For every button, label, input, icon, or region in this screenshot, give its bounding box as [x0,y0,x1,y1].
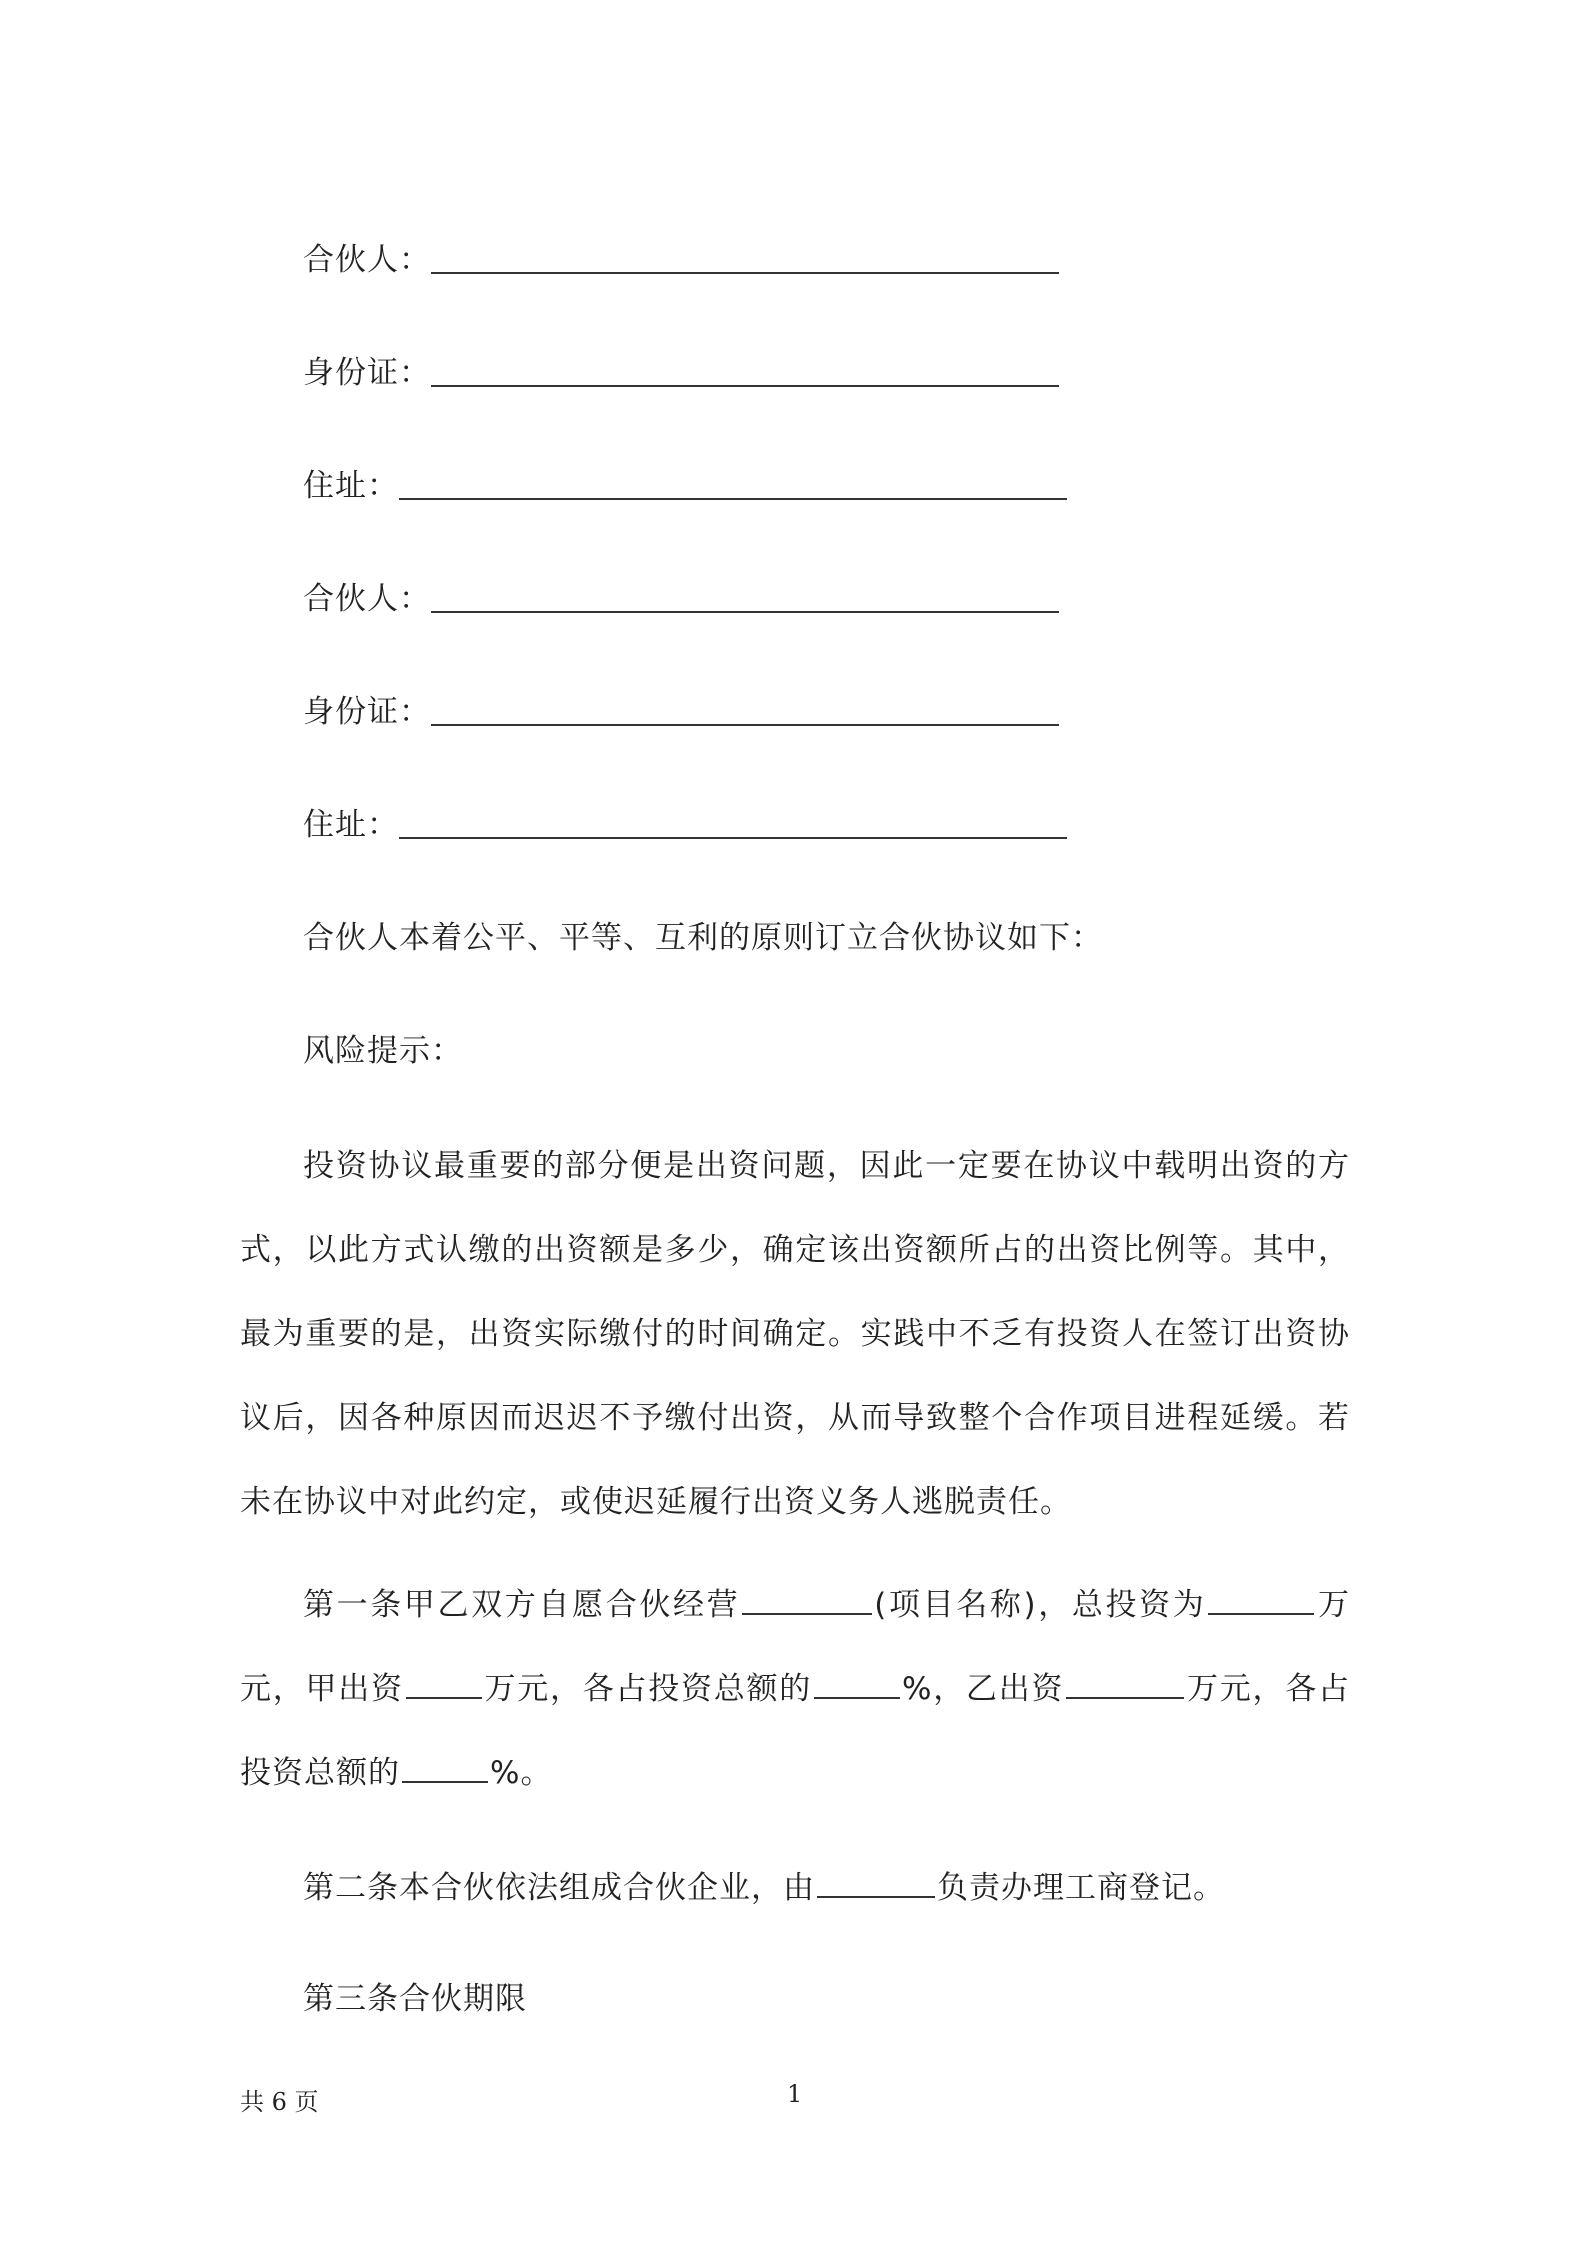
article-3-heading: 第三条合伙期限 [303,1981,527,2017]
blank-line [399,498,1067,500]
article-2-text: 负责办理工商登记。 [937,1870,1225,1906]
blank-line [431,385,1059,387]
id-field-1 [303,353,1059,393]
risk-body: 投资协议最重要的部分便是出资问题，因此一定要在协议中载明出资的方式，以此方式认缴的出资额是多少，确定该出资额所占的出资比例等。其中，最为重要的是，出资实际缴付的时间确定。实践中不乏有投资人在签订出资协议后，因各种原因而迟迟不予缴付出资，从而导致整个合作项目进程延缓。若未在协议中对此约定，或使迟延履行出资义务人逃脱责任。 [240,1148,1350,1520]
address-field-2 [303,805,1067,845]
party-a-amount-blank [406,1667,482,1699]
risk-title: 风险提示： [303,1033,463,1069]
field-label: 身份证： [303,355,431,391]
field-label: 合伙人： [303,242,431,278]
intro-text: 合伙人本着公平、平等、互利的原则订立合伙协议如下： [303,920,1103,956]
party-a-percent-blank [814,1667,900,1699]
blank-line [399,837,1067,839]
article-1-text: 万元，各占投资总额的 [483,1671,813,1707]
total-investment-blank [1208,1583,1314,1615]
party-b-percent-blank [402,1751,488,1783]
blank-line [431,272,1059,274]
article-1-text: 万元，各占投资总额的 [240,1671,1351,1791]
article-1-text: 万元，甲出资 [240,1587,1351,1707]
article-1-text: %。 [490,1755,553,1791]
article-2-text: 第二条本合伙依法组成合伙企业，由 [303,1870,815,1906]
page-number: 1 [787,2080,803,2108]
blank-line [431,724,1059,726]
id-field-2 [303,692,1059,732]
field-label: 身份证： [303,694,431,730]
field-label: 合伙人： [303,581,431,617]
article-1-text: %，乙出资 [902,1671,1065,1707]
address-field-1 [303,466,1067,506]
field-label: 住址： [303,807,399,843]
article-1-text: 第一条甲乙双方自愿合伙经营 [303,1587,741,1623]
article-1-text: (项目名称)，总投资为 [874,1587,1207,1623]
blank-line [431,611,1059,613]
article-2 [303,1866,1225,1908]
partner-field-2 [303,579,1059,619]
registrant-blank [817,1866,935,1898]
field-label: 住址： [303,468,399,504]
party-b-amount-blank [1066,1667,1184,1699]
total-pages: 共 6 页 [240,2088,319,2116]
project-name-blank [742,1583,872,1615]
article-1 [240,1563,1350,1815]
partner-field-1 [303,240,1059,280]
